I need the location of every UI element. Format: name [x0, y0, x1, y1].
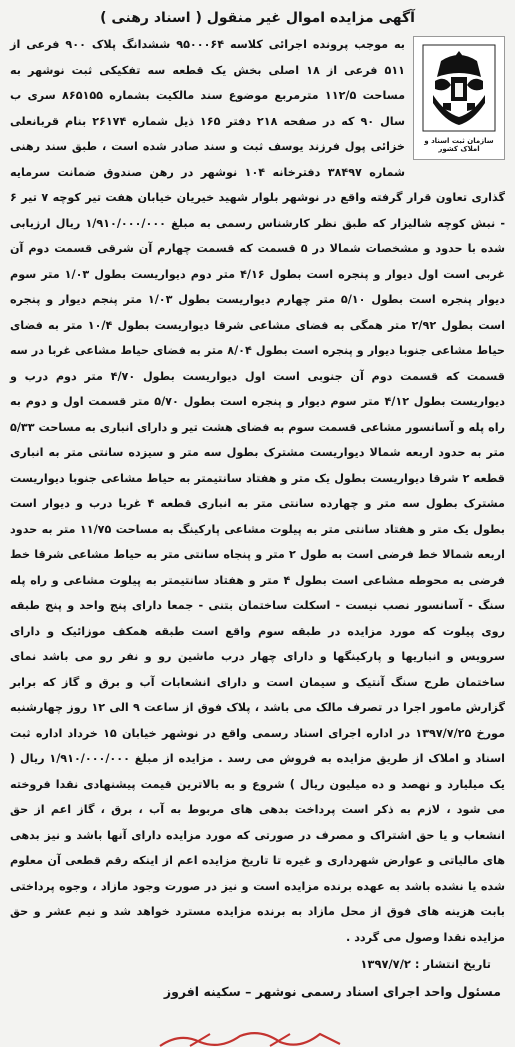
notice-title: آگهی مزایده اموال غیر منقول ( اسناد رهنی ): [100, 10, 415, 26]
signature-line: مسئول واحد اجرای اسناد رسمی نوشهر – سکینه افروز: [163, 984, 501, 999]
registration-organization-logo: [413, 36, 505, 160]
logo-caption: سازمان ثبت اسناد و املاک کشور: [424, 137, 494, 153]
handwritten-scrawl: [150, 1030, 350, 1047]
notice-body: به موجب پرونده اجرائی کلاسه ۹۵۰۰۰۶۴ ششدانگ پلاک ۹۰۰ فرعی از ۵۱۱ فرعی از ۱۸ اصلی بخش یک قطعه سه تفکیکی ثبت نوشهر به مساحت ۱۱۲/۵ مترمربع موضوع سند مالکیت بشماره ۸۶۵۱۵۵ سری ب سال ۹۰ که در صفحه ۲۱۸ دفتر ۱۶۵ ذیل شماره ۲۶۱۷۴ بنام قربانعلی خزائی پول فرزند یوسف ثبت و سند صادر شده است ، طبق سند رهنی شماره ۳۸۴۹۷ دفترخانه ۱۰۴ نوشهر در رهن صندوق ضمانت سرمایه گذاری تعاون قرار گرفته واقع در نوشهر بلوار شهید خیریان خیابان هفت تیر کوچه ۷ تیر ۶ - نبش کوچه شالیزار که طبق نظر کارشناس رسمی به مبلغ ۱/۹۱۰/۰۰۰/۰۰۰ ریال ارزیابی شده با حدود و مشخصات شمالا در ۵ قسمت که قسمت چهارم آن شرقی قسمت دوم آن غربی است اول دیوار و پنجره است بطول ۴/۱۶ متر دوم دیواریست بطول ۱/۰۳ متر سوم دیوار پنجره است بطول ۵/۱۰ متر چهارم دیواریست بطول ۱/۰۳ متر پنجم دیوار و پنجره است بطول ۲/۹۲ متر همگی به فضای مشاعی شرقا دیواریست بطول ۱۰/۴ متر به فضای حیاط مشاعی جنوبا دیوار و پنجره است بطول ۸/۰۴ متر به فضای حیاط مشاعی غربا در سه قسمت که قسمت دوم آن جنوبی است اول دیواریست بطول ۴/۷۰ متر دوم درب و دیواریست بطول ۴/۱۲ متر سوم دیوار و پنجره است بطول ۵/۷۰ متر قسمت اول و دوم به راه پله و آسانسور مشاعی قسمت سوم به فضای هشت تیر و دارای انباری به مساحت ۵/۳۳ متر به حدود اربعه شمالا دیواریست مشترک بطول سه متر و سیزده سانتی متر به انباری قطعه ۲ شرقا دیواریست بطول یک متر و هفتاد سانتیمتر به حیاط مشاعی جنوبا دیواریست مشترک بطول سه متر و چهارده سانتی متر به انباری قطعه ۴ غربا درب و دیوار است بطول یک متر و هفتاد سانتی متر به پیلوت مشاعی پارکینگ به مساحت ۱۱/۷۵ متر به حدود اربعه شمالا خط فرضی است به طول ۲ متر و پنجاه سانتی متر به حیاط مشاعی شرقا خط فرضی به محوطه مشاعی است بطول ۴ متر و هفتاد سانتیمتر به پیلوت مشاعی و راه پله سنگ - آسانسور نصب نیست - اسکلت ساختمان بتنی - جمعا دارای پنج واحد و پنج طبقه روی پیلوت که مورد مزایده در طبقه سوم واقع است طبقه همکف موزائیک و دارای سرویس و انباریها و پارکینگها و دارای چهار درب ماشین رو و نفر رو می باشد نمای ساختمان طرح سنگ آنتیک و سیمان است و دارای انشعابات آب و برق و گاز که برابر گزارش مامور اجرا در تصرف مالک می باشد ، پلاک فوق از ساعت ۹ الی ۱۲ روز چهارشنبه مورخ ۱۳۹۷/۷/۲۵ در اداره اجرای اسناد رسمی واقع در نوشهر خیابان ۱۵ خرداد اداره ثبت اسناد و املاک از طریق مزایده به فروش می رسد . مزایده از مبلغ ۱/۹۱۰/۰۰۰/۰۰۰ ریال ( یک میلیارد و نهصد و ده میلیون ریال ) شروع و به بالاترین قیمت پیشنهادی نقدا فروخته می شود ، لازم به ذکر است پرداخت بدهی های مربوط به آب ، برق ، گاز اعم از حق انشعاب و یا حق اشتراک و مصرف در صورتی که مورد مزایده دارای آنها باشد و نیز بدهی های مالیاتی و عوارض شهرداری و غیره تا تاریخ مزایده اعم از اینکه رقم قطعی آن معلوم شده یا نشده باشد به عهده برنده مزایده است و نیز در صورت وجود مازاد ، وجوه پرداختی بابت هزینه های فوق از محل مازاد به برنده مزایده مسترد خواهد شد و نیم عشر و حق مزایده نقدا وصول می گردد .: [10, 38, 506, 944]
notice-content: [10, 32, 505, 950]
publication-date: تاریخ انتشار : ۱۳۹۷/۷/۲: [360, 957, 491, 971]
emblem-icon: [421, 43, 497, 133]
